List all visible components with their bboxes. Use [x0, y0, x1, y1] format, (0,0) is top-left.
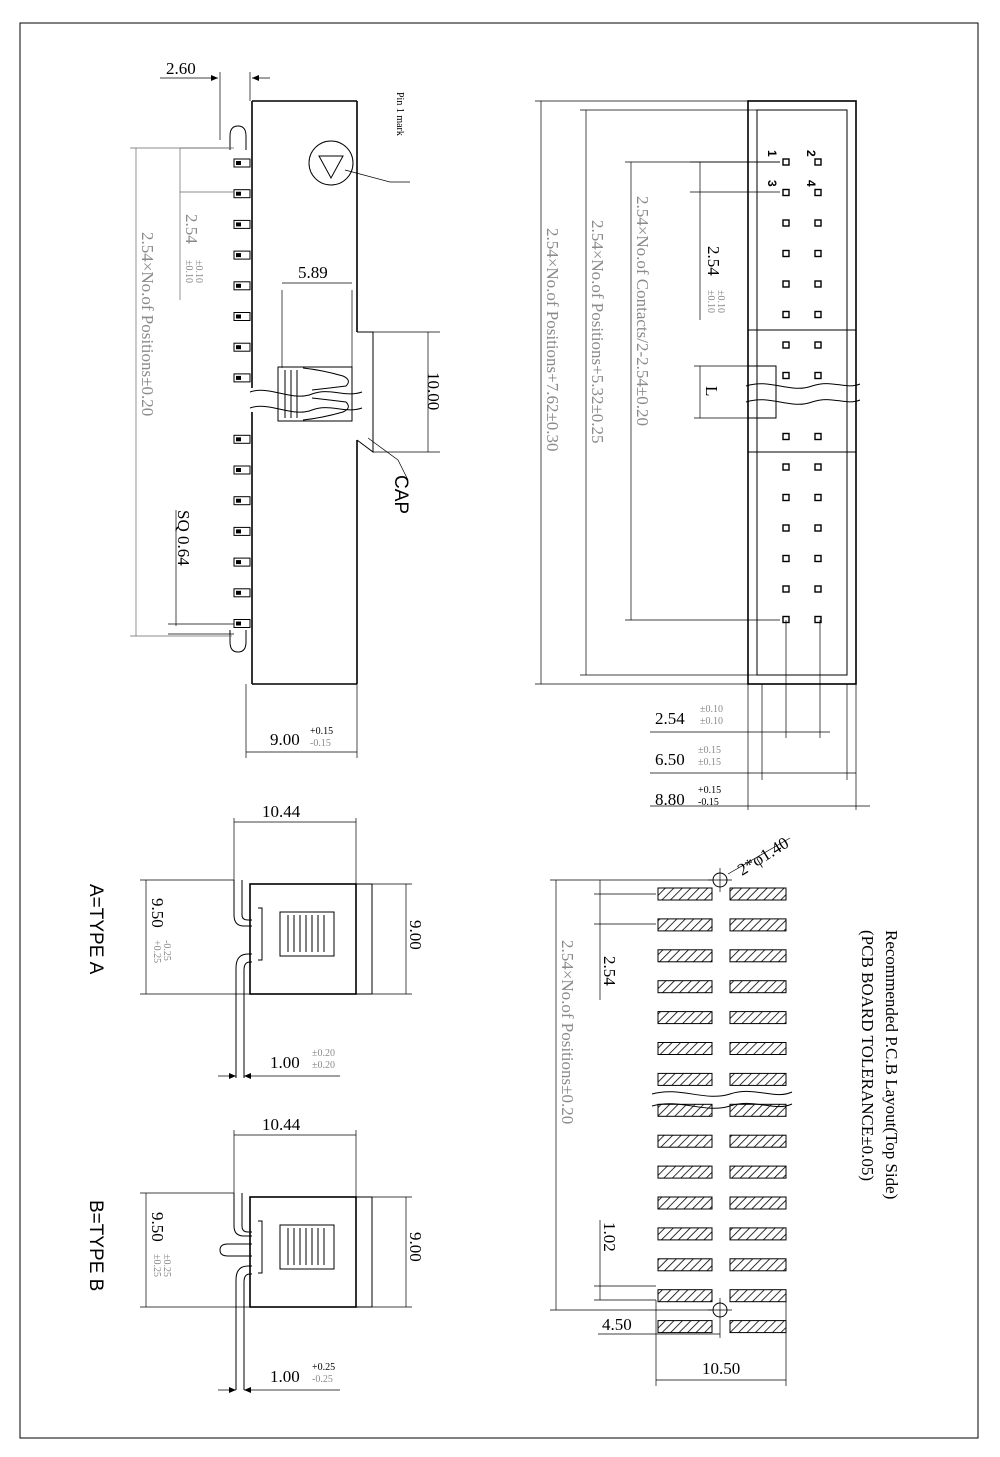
- front-pin: [815, 190, 821, 196]
- side-pin: [234, 159, 250, 167]
- svg-text:-0.15: -0.15: [698, 797, 719, 808]
- pcb-pad: [730, 1228, 786, 1240]
- front-pin: [815, 281, 821, 287]
- pcb-4-50: 4.50: [602, 1315, 632, 1334]
- svg-text:±0.15: ±0.15: [698, 745, 721, 756]
- pcb-pad: [730, 1321, 786, 1333]
- front-pin: [783, 495, 789, 501]
- side-pin: [234, 435, 250, 443]
- svg-text:-0.25: -0.25: [161, 940, 172, 961]
- pcb-pad: [730, 1135, 786, 1147]
- svg-text:±0.25: ±0.25: [151, 1254, 162, 1277]
- svg-text:±0.10: ±0.10: [183, 260, 194, 283]
- side-pin: [234, 190, 250, 198]
- dim-6-50-bottom: 6.50: [655, 750, 685, 769]
- type-a-label: A=TYPE A: [85, 884, 106, 975]
- side-pin: [234, 220, 250, 228]
- front-pin-array: [783, 159, 821, 623]
- type-a-height: 9.50: [148, 898, 167, 928]
- svg-text:±0.10: ±0.10: [700, 704, 723, 715]
- dim-10-00: 10.00: [424, 372, 443, 411]
- pcb-pad: [730, 1073, 786, 1085]
- pcb-pad: [658, 1197, 712, 1209]
- type-b-height: 9.50: [148, 1212, 167, 1242]
- side-pin: [234, 589, 250, 597]
- front-pin: [815, 495, 821, 501]
- side-pin: [234, 558, 250, 566]
- type-a-foot: 1.00: [270, 1053, 300, 1072]
- pcb-tolerance: (PCB BOARD TOLERANCE±0.05): [858, 930, 877, 1181]
- pin-number-1: 1: [765, 150, 779, 157]
- front-pin: [815, 342, 821, 348]
- front-pin: [783, 434, 789, 440]
- type-b-foot: 1.00: [270, 1367, 300, 1386]
- cap-label: CAP: [390, 475, 411, 515]
- front-pin: [815, 525, 821, 531]
- front-pin: [783, 556, 789, 562]
- pcb-1-02: 1.02: [600, 1222, 619, 1252]
- pcb-pad: [658, 1321, 712, 1333]
- pcb-pad: [658, 1228, 712, 1240]
- pcb-pad: [658, 1135, 712, 1147]
- side-pin: [234, 343, 250, 351]
- front-pin: [783, 342, 789, 348]
- dim-pitch-2-54: 2.54: [182, 214, 201, 244]
- pcb-pad: [730, 1197, 786, 1209]
- side-pin: [234, 497, 250, 505]
- type-b-view: [85, 1115, 425, 1390]
- front-pin: [783, 525, 789, 531]
- front-pin: [815, 220, 821, 226]
- svg-text:-0.15: -0.15: [310, 738, 331, 749]
- side-pin: [234, 313, 250, 321]
- pcb-pad: [658, 888, 712, 900]
- front-pin: [815, 312, 821, 318]
- pcb-title: Recommended P.C.B Layout(Top Side): [882, 930, 901, 1200]
- pcb-pad: [730, 888, 786, 900]
- side-pin: [234, 527, 250, 535]
- side-pin: [234, 374, 250, 382]
- pcb-pad: [730, 950, 786, 962]
- dim-positions-7-62: 2.54×No.of Positions+7.62±0.30: [543, 228, 562, 452]
- svg-text:±0.10: ±0.10: [700, 716, 723, 727]
- pcb-pad: [658, 950, 712, 962]
- pcb-pad: [730, 1012, 786, 1024]
- dim-sq-0-64: SQ 0.64: [174, 510, 193, 566]
- side-pin: [234, 620, 250, 628]
- pcb-layout: [550, 833, 901, 1386]
- front-pin: [783, 190, 789, 196]
- svg-text:±0.15: ±0.15: [698, 757, 721, 768]
- pcb-pad: [730, 1043, 786, 1055]
- hole-dim: 2*φ1.40: [734, 833, 793, 880]
- dim-positions-5-32: 2.54×No.of Positions+5.32±0.25: [588, 220, 607, 444]
- svg-text:-0.25: -0.25: [312, 1374, 333, 1385]
- svg-text:±0.10: ±0.10: [193, 260, 204, 283]
- front-pin: [815, 434, 821, 440]
- svg-text:±0.10: ±0.10: [715, 290, 726, 313]
- front-pin: [783, 586, 789, 592]
- pcb-pad: [658, 919, 712, 931]
- pcb-pad: [658, 1290, 712, 1302]
- pcb-pad: [658, 1104, 712, 1116]
- dim-no-of-positions: 2.54×No.of Positions±0.20: [138, 232, 157, 417]
- front-pin: [815, 251, 821, 257]
- pcb-pad: [730, 981, 786, 993]
- svg-text:±0.20: ±0.20: [312, 1060, 335, 1071]
- pcb-pad: [730, 919, 786, 931]
- front-pin: [783, 312, 789, 318]
- svg-text:±0.10: ±0.10: [705, 290, 716, 313]
- pcb-pad: [730, 1259, 786, 1271]
- side-pin: [234, 466, 250, 474]
- front-pin: [783, 464, 789, 470]
- dim-l: L: [702, 386, 721, 397]
- front-pin: [815, 159, 821, 165]
- svg-text:±0.20: ±0.20: [312, 1048, 335, 1059]
- front-view: [535, 101, 870, 810]
- dim-contacts-formula: 2.54×No.of Contacts/2-2.54±0.20: [633, 196, 652, 426]
- pcb-pad: [658, 981, 712, 993]
- pcb-positions-dim: 2.54×No.of Positions±0.20: [558, 940, 577, 1125]
- type-b-width: 10.44: [262, 1115, 301, 1134]
- type-b-label: B=TYPE B: [85, 1200, 106, 1292]
- side-pin-array: [234, 159, 250, 628]
- pin-number-4: 4: [804, 180, 818, 187]
- pcb-pad-array: [658, 888, 786, 1333]
- pcb-pad: [730, 1290, 786, 1302]
- pcb-pad: [658, 1073, 712, 1085]
- type-a-width: 10.44: [262, 802, 301, 821]
- svg-text:+0.25: +0.25: [312, 1362, 336, 1373]
- svg-text:+0.15: +0.15: [310, 726, 334, 737]
- dim-8-80-bottom: 8.80: [655, 790, 685, 809]
- front-pin: [783, 373, 789, 379]
- pcb-pad: [658, 1012, 712, 1024]
- front-pin: [783, 220, 789, 226]
- dim-2-54-bottom: 2.54: [655, 709, 685, 728]
- dim-9-00-side: 9.00: [270, 730, 300, 749]
- svg-text:±0.25: ±0.25: [161, 1254, 172, 1277]
- pin-number-3: 3: [765, 180, 779, 187]
- type-b-9-00: 9.00: [406, 1232, 425, 1262]
- front-pin: [815, 556, 821, 562]
- type-a-9-00: 9.00: [406, 920, 425, 950]
- pin-1-mark-label: Pin 1 mark: [394, 92, 405, 136]
- svg-text:+0.15: +0.15: [698, 785, 722, 796]
- front-pin: [783, 251, 789, 257]
- side-pin: [234, 251, 250, 259]
- pcb-pad: [730, 1166, 786, 1178]
- dim-2-60: 2.60: [166, 59, 196, 78]
- side-view: [130, 59, 443, 758]
- pcb-pad: [658, 1043, 712, 1055]
- pcb-pad: [658, 1166, 712, 1178]
- pcb-pitch: 2.54: [600, 956, 619, 986]
- pcb-pad: [658, 1259, 712, 1271]
- pcb-10-50: 10.50: [702, 1359, 741, 1378]
- svg-text:+0.25: +0.25: [151, 940, 162, 964]
- front-pin: [783, 159, 789, 165]
- front-pin: [815, 373, 821, 379]
- side-pin: [234, 282, 250, 290]
- type-a-view: [85, 802, 425, 1078]
- front-pin: [815, 586, 821, 592]
- dim-5-89: 5.89: [298, 263, 328, 282]
- dim-pitch-2-54-front: 2.54: [704, 246, 723, 276]
- pin-number-2: 2: [804, 150, 818, 157]
- front-pin: [815, 464, 821, 470]
- front-pin: [783, 281, 789, 287]
